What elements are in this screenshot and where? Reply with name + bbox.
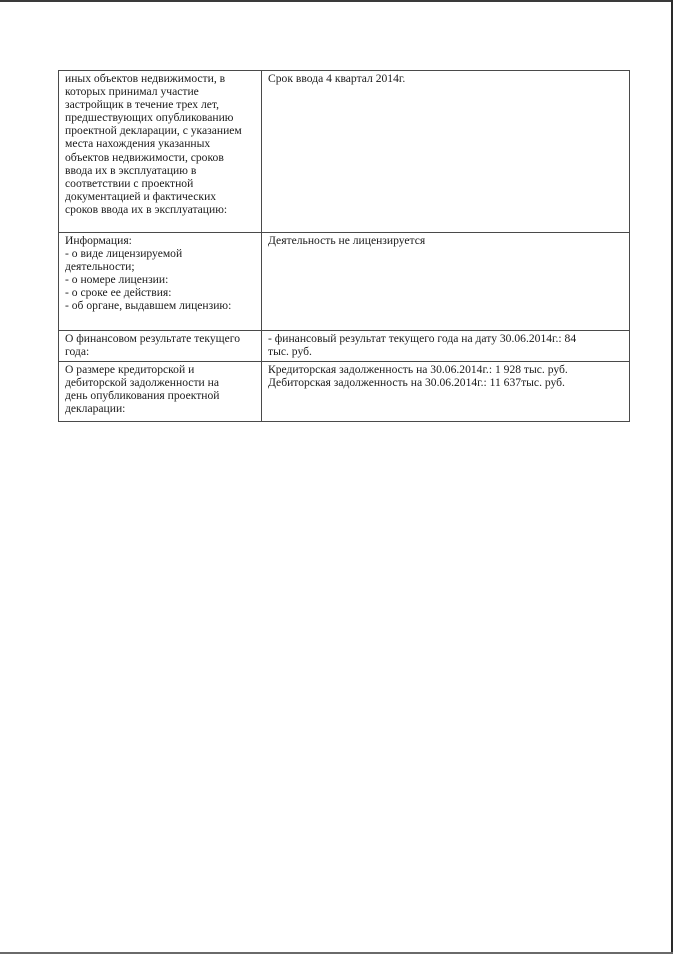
table-row-license [59, 233, 630, 331]
cell-line: - о сроке ее действия: [65, 286, 172, 300]
cell-line: сроков ввода их в эксплуатацию: [65, 202, 228, 216]
cell-line: застройщик в течение трех лет, [65, 98, 219, 112]
table-row-debts [59, 362, 630, 422]
cell-line: О размере кредиторской и [65, 363, 195, 376]
cell-line: - о виде лицензируемой [65, 247, 183, 261]
cell-line: О финансовом результате текущего [65, 332, 241, 345]
cell-line: - о номере лицензии: [65, 273, 169, 287]
cell-line: - об органе, выдавшем лицензию: [65, 299, 232, 313]
cell-line: ввода их в эксплуатацию в [65, 163, 197, 177]
cell-line: деятельности; [65, 260, 135, 274]
cell-line: день опубликования проектной [65, 389, 220, 403]
table-cell-value [262, 331, 630, 362]
cell-line: соответствии с проектной [65, 176, 194, 190]
table-cell-value [262, 233, 630, 331]
declaration-table [58, 70, 630, 422]
table-cell-value [262, 71, 630, 233]
cell-line: предшествующих опубликованию [65, 111, 234, 125]
table-row-financial-result [59, 331, 630, 362]
table-row-other-objects [59, 71, 630, 233]
cell-line: Информация: [65, 234, 132, 247]
table-cell-label [59, 362, 262, 422]
table-cell-label [59, 233, 262, 331]
cell-line: проектной декларации, с указанием [65, 124, 242, 138]
cell-line: документацией и фактических [65, 189, 217, 203]
cell-line: Дебиторская задолженность на 30.06.2014г.: 11 637тыс. руб. [268, 376, 565, 390]
cell-line: Срок ввода 4 квартал 2014г. [268, 72, 406, 85]
cell-line: тыс. руб. [268, 345, 312, 359]
cell-line: года: [65, 345, 90, 359]
cell-line: которых принимал участие [65, 85, 199, 99]
cell-line: - финансовый результат текущего года на дату 30.06.2014г.: 84 [268, 332, 577, 345]
cell-line: иных объектов недвижимости, в [65, 72, 226, 85]
cell-line: дебиторской задолженности на [65, 376, 219, 390]
table-cell-label [59, 331, 262, 362]
table-cell-value [262, 362, 630, 422]
table-cell-label [59, 71, 262, 233]
cell-line: Кредиторская задолженность на 30.06.2014г.: 1 928 тыс. руб. [268, 363, 568, 376]
cell-line: Деятельность не лицензируется [268, 234, 426, 247]
cell-line: объектов недвижимости, сроков [65, 150, 224, 164]
cell-line: декларации: [65, 402, 126, 416]
cell-line: места нахождения указанных [65, 137, 211, 151]
scan-edge-top [0, 0, 673, 2]
